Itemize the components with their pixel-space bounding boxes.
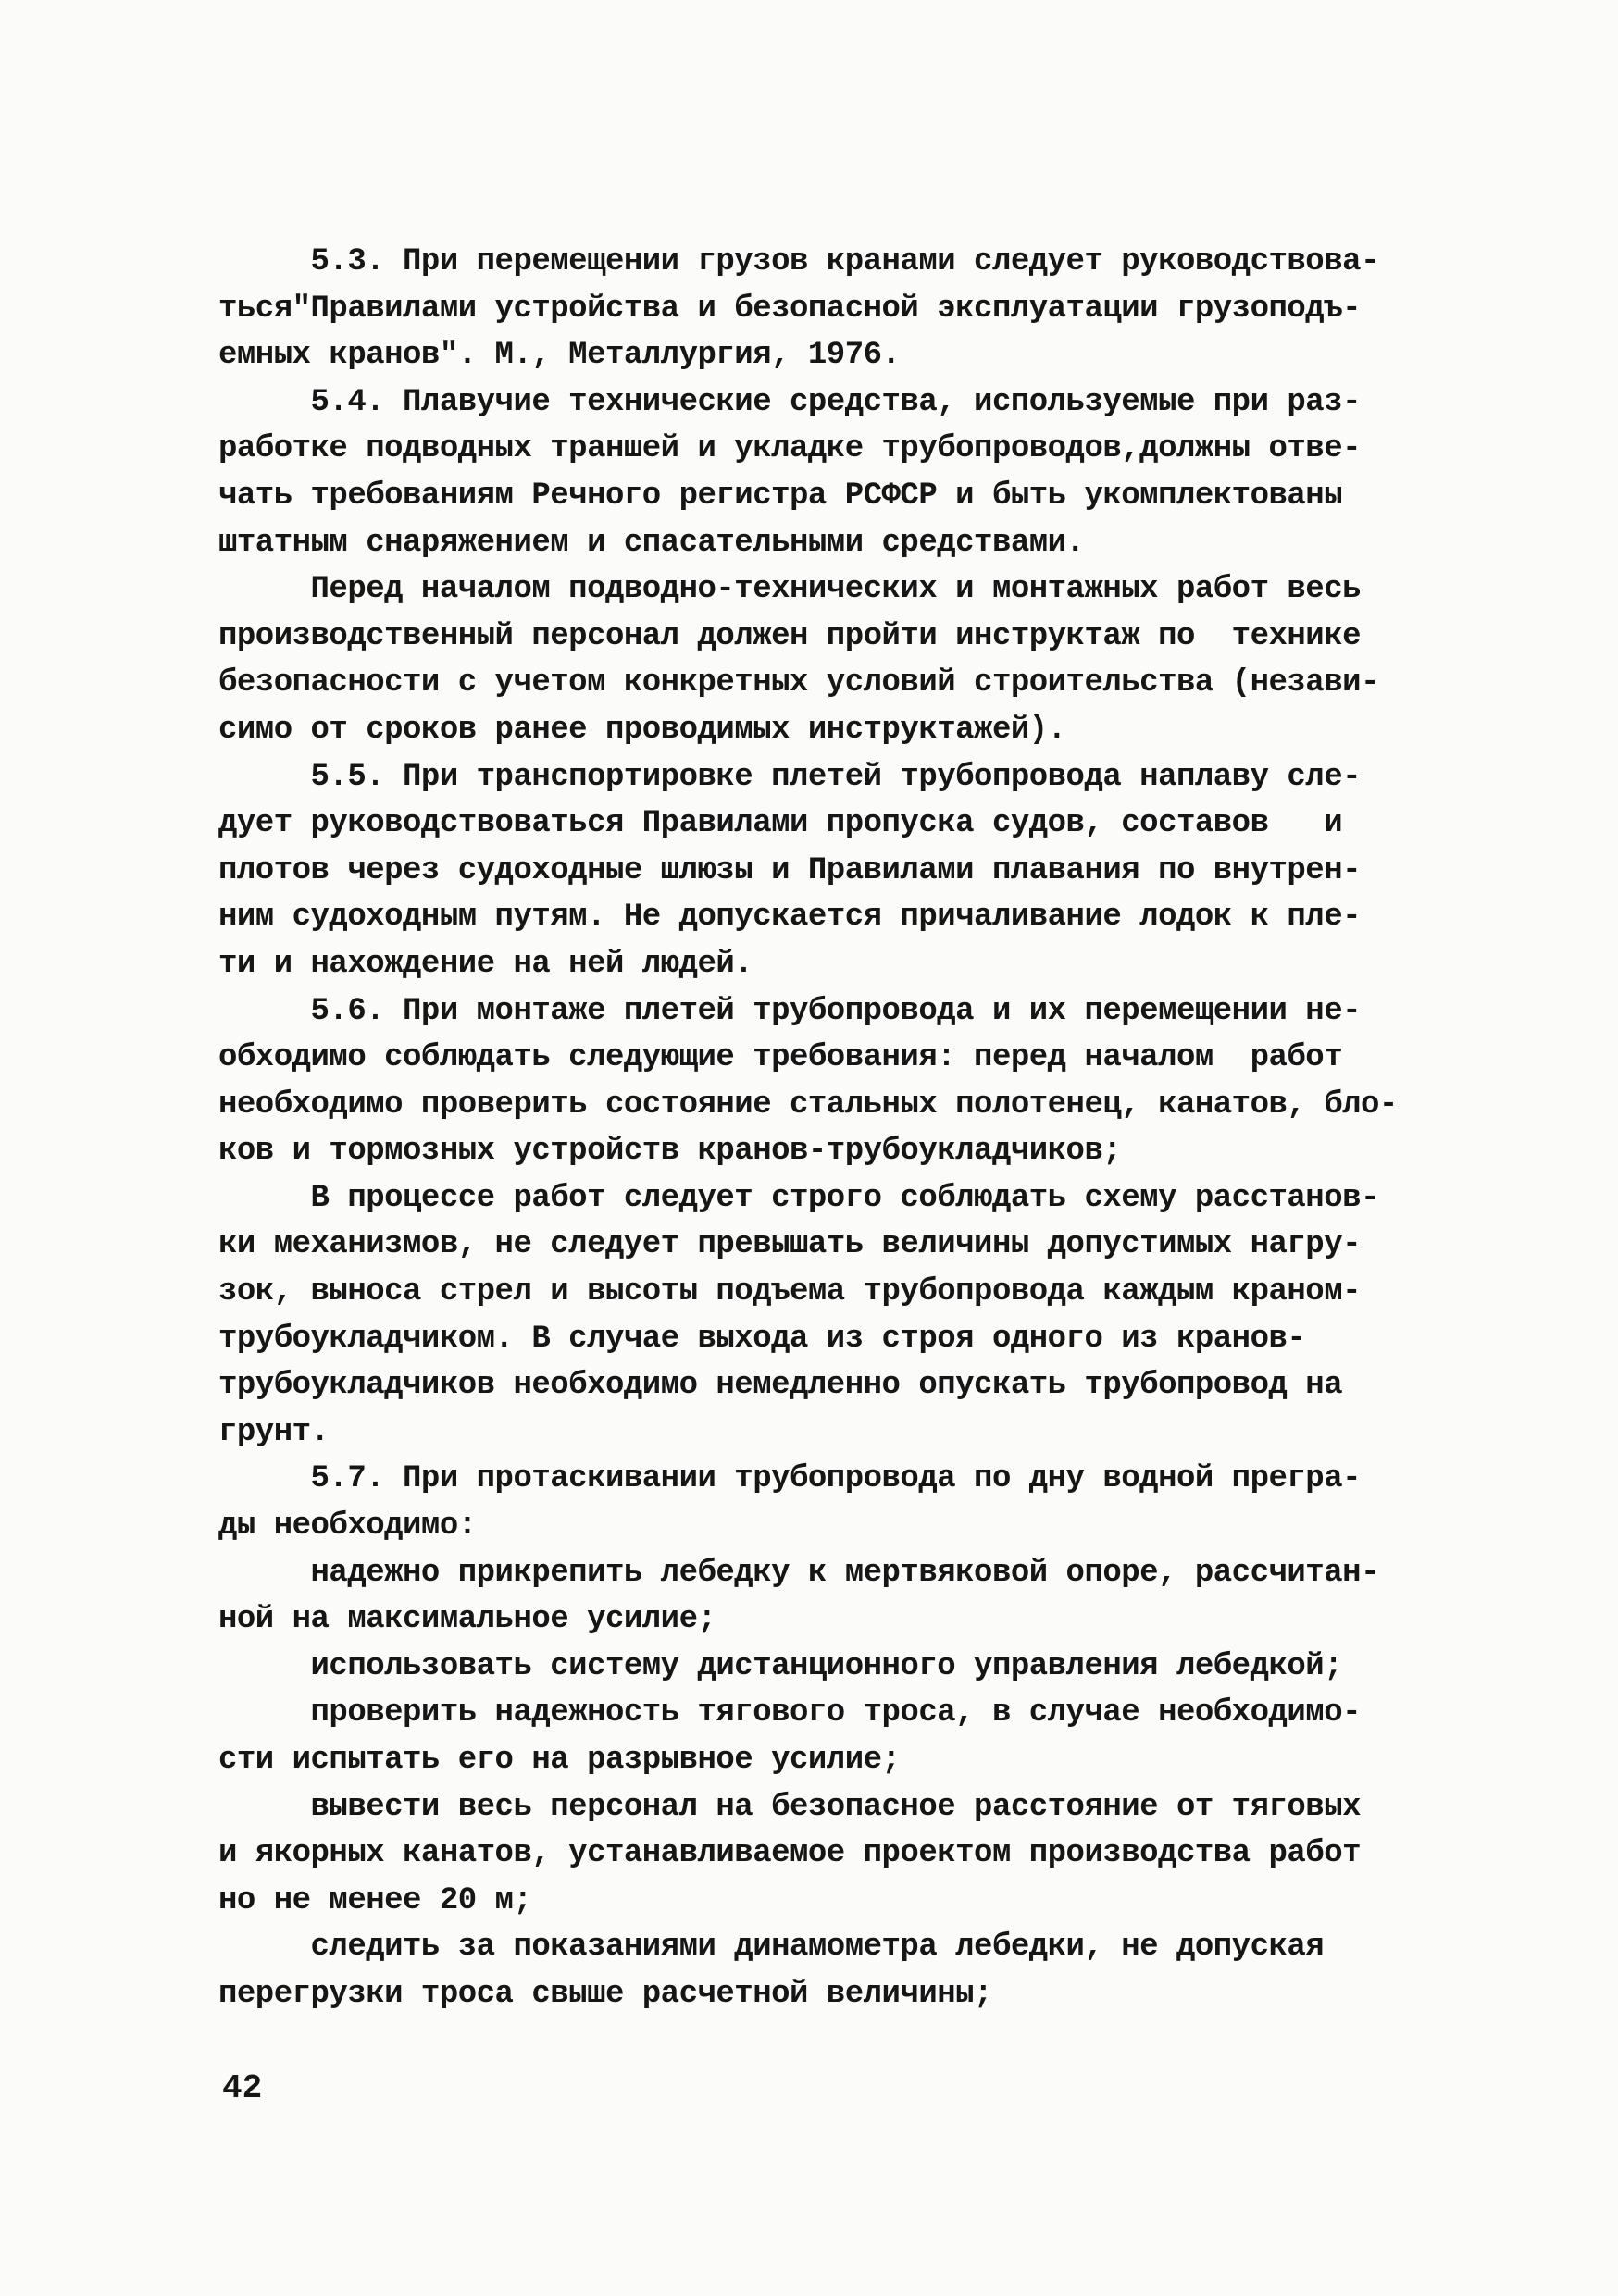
text-line: грунт. — [218, 1414, 330, 1450]
text-line: емных кранов". М., Металлургия, 1976. — [218, 338, 901, 374]
text-line: работке подводных траншей и укладке трубопроводов,должны отве- — [218, 431, 1362, 467]
text-line: В процессе работ следует строго соблюдать схему расстанов- — [218, 1180, 1379, 1216]
text-line: ним судоходным путям. Не допускается причаливание лодок к пле- — [218, 900, 1362, 936]
text-line: 5.3. При перемещении грузов кранами следует руководствова- — [218, 244, 1379, 279]
text-line: и якорных канатов, устанавливаемое проектом производства работ — [218, 1836, 1362, 1872]
text-line: ды необходимо: — [218, 1508, 477, 1545]
text-line: ти и нахождение на ней людей. — [218, 946, 753, 982]
text-line: проверить надежность тягового троса, в случае необходимо- — [218, 1695, 1362, 1731]
text-line: трубоукладчиков необходимо немедленно опускать трубопровод на — [218, 1368, 1343, 1404]
text-line: вывести весь персонал на безопасное расстояние от тяговых — [218, 1789, 1362, 1825]
text-line: трубоукладчиком. В случае выхода из строя одного из кранов- — [218, 1321, 1306, 1357]
text-line: ной на максимальное усилие; — [218, 1602, 716, 1638]
page-number: 42 — [222, 2069, 263, 2107]
text-line: надежно прикрепить лебедку к мертвяковой опоре, рассчитан- — [218, 1555, 1379, 1591]
text-line: необходимо проверить состояние стальных полотенец, канатов, бло- — [218, 1086, 1398, 1123]
text-line: ться"Правилами устройства и безопасной эксплуатации грузоподъ- — [218, 291, 1362, 327]
text-line: Перед началом подводно-технических и монтажных работ весь — [218, 572, 1362, 608]
text-line: перегрузки троса свыше расчетной величины; — [218, 1976, 992, 2012]
text-line: 5.4. Плавучие технические средства, используемые при раз- — [218, 384, 1362, 420]
text-line: использовать систему дистанционного управления лебедкой; — [218, 1648, 1343, 1684]
text-line: симо от сроков ранее проводимых инструктажей). — [218, 712, 1066, 748]
text-line: ков и тормозных устройств кранов-трубоукладчиков; — [218, 1134, 1122, 1170]
text-line: зок, выноса стрел и высоты подъема трубопровода каждым краном- — [218, 1274, 1362, 1310]
text-line: производственный персонал должен пройти инструктаж по технике — [218, 618, 1362, 654]
text-line: штатным снаряжением и спасательными средствами. — [218, 525, 1085, 561]
text-line: ки механизмов, не следует превышать величины допустимых нагру- — [218, 1227, 1362, 1263]
body-text — [218, 239, 1413, 2018]
text-line: 5.6. При монтаже плетей трубопровода и их перемещении не- — [218, 993, 1362, 1029]
text-line: безопасности с учетом конкретных условий строительства (незави- — [218, 665, 1379, 701]
text-line: но не менее 20 м; — [218, 1882, 532, 1918]
text-line: 5.7. При протаскивании трубопровода по дну водной прегра- — [218, 1461, 1362, 1497]
text-line: плотов через судоходные шлюзы и Правилами плавания по внутрен- — [218, 852, 1362, 888]
text-line: сти испытать его на разрывное усилие; — [218, 1743, 901, 1778]
text-line: 5.5. При транспортировке плетей трубопровода наплаву сле- — [218, 759, 1362, 795]
text-line: обходимо соблюдать следующие требования: перед началом работ — [218, 1040, 1343, 1076]
text-line: следить за показаниями динамометра лебедки, не допуская — [218, 1930, 1325, 1966]
text-line: чать требованиям Речного регистра РСФСР и быть укомплектованы — [218, 478, 1343, 514]
text-line: дует руководствоваться Правилами пропуска судов, составов и — [218, 806, 1343, 842]
